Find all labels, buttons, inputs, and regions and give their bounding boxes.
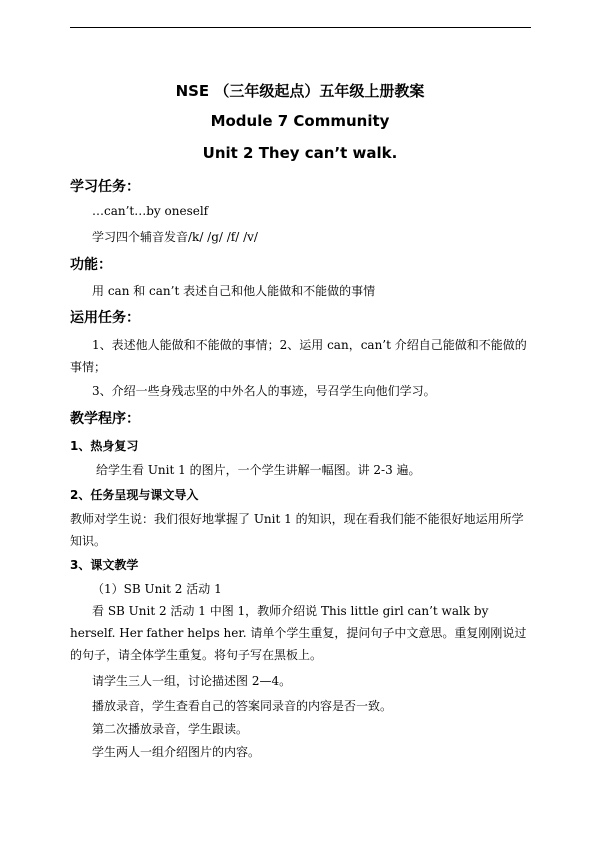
- procedure-heading: 教学程序：: [70, 411, 140, 427]
- step2-heading: 2、任务呈现与课文导入: [70, 488, 199, 502]
- function-line-1: 用 can 和 can’t 表述自己和他人能做和不能做的事情: [92, 284, 376, 298]
- tasks-heading: 学习任务：: [70, 179, 140, 195]
- unit-title: Unit 2 They can’t walk.: [202, 144, 398, 162]
- step3-line-3: 第二次播放录音，学生跟读。: [92, 722, 249, 736]
- step1-text: 给学生看 Unit 1 的图片，一个学生讲解一幅图。讲 2-3 遍。: [96, 463, 421, 477]
- step3-sub: （1）SB Unit 2 活动 1: [92, 582, 222, 596]
- header-rule: [70, 27, 531, 28]
- step3-heading: 3、课文教学: [70, 558, 139, 572]
- use-tasks-line-1: 1、表述他人能做和不能做的事情；2、运用 can，can’t 介绍自己能做和不能做的事情；: [70, 338, 527, 374]
- tasks-line-1: …can’t…by oneself: [92, 204, 209, 218]
- function-heading: 功能：: [70, 257, 112, 273]
- step2-text: 教师对学生说：我们很好地掌握了 Unit 1 的知识，现在看我们能不能很好地运用所学知识。: [70, 512, 524, 548]
- step3-line-1: 请学生三人一组，讨论描述图 2—4。: [92, 674, 292, 688]
- step3-line-2: 播放录音，学生查看自己的答案同录音的内容是否一致。: [92, 699, 393, 713]
- module-title: Module 7 Community: [210, 112, 390, 130]
- use-tasks-heading: 运用任务：: [70, 310, 140, 326]
- step3-paragraph: 看 SB Unit 2 活动 1 中图 1，教师介绍说 This little girl can’t walk by herself. Her father helps her. 请单个学生重复，提问句子中文意思。重复刚刚说过的句子，请全体学生重复。将句子写在黑板上。: [70, 604, 527, 662]
- step1-heading: 1、热身复习: [70, 439, 139, 453]
- use-tasks-line-2: 3、介绍一些身残志坚的中外名人的事迹，号召学生向他们学习。: [92, 384, 436, 398]
- step3-line-4: 学生两人一组介绍图片的内容。: [92, 745, 261, 759]
- tasks-line-2: 学习四个辅音发音/k/ /g/ /f/ /v/: [92, 230, 258, 244]
- document-title: NSE （三年级起点）五年级上册教案: [175, 82, 425, 100]
